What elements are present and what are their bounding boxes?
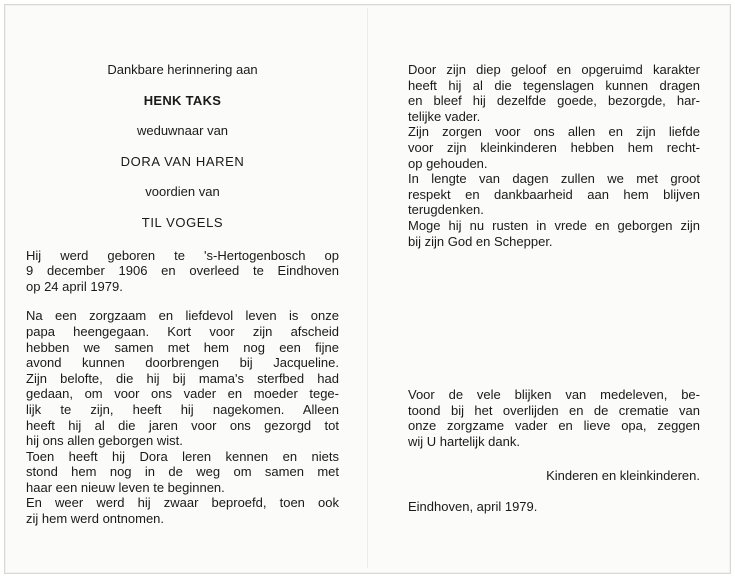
faith-line: Moge hij nu rusten in vrede en geborgen zijn: [408, 217, 700, 233]
card-fold: [367, 8, 368, 568]
life-paragraph: [26, 308, 339, 526]
signature: Kinderen en kleinkinderen.: [546, 467, 700, 483]
life-line: heeft hij al die jaren voor ons gezorgd tot: [26, 417, 339, 433]
thanks-line: onze zorgzame vader en lieve opa, zeggen: [408, 418, 700, 434]
faith-line: heeft hij al die tegenslagen kunnen dragen: [408, 77, 700, 93]
thanks-line: Voor de vele blijken van medeleven, be-: [408, 387, 700, 403]
faith-paragraph: [408, 62, 700, 249]
life-line: papa heengegaan. Kort voor zijn afscheid: [26, 323, 339, 339]
faith-line: Zijn zorgen voor ons allen en zijn liefde: [408, 124, 700, 140]
life-line: stond hem nog in de weg om samen met: [26, 464, 339, 480]
life-line: En weer werd hij zwaar beproefd, toen ook: [26, 495, 339, 511]
right-panel: [408, 62, 700, 515]
faith-line: terugdenken.: [408, 202, 484, 218]
life-line: haar een nieuw leven te beginnen.: [26, 479, 225, 495]
left-panel: [26, 62, 339, 527]
birth-line: Hij werd geboren te 's-Hertogenbosch op: [26, 247, 339, 263]
thanks-line: wij U hartelijk dank.: [408, 433, 520, 449]
spouse-name-2: TIL VOGELS: [141, 214, 224, 230]
faith-line: telijke vader.: [408, 108, 481, 124]
birth-paragraph: [26, 248, 339, 295]
life-line: hebben we samen met hem nog een fijne: [26, 339, 339, 355]
faith-line: voor zijn kleinkinderen hebben hem recht-: [408, 139, 700, 155]
life-line: Toen heeft hij Dora leren kennen en niets: [26, 448, 339, 464]
deceased-name: HENK TAKS: [143, 92, 222, 108]
life-line: zij hem werd ontnomen.: [26, 511, 165, 527]
life-line: avond kunnen doorbrengen bij Jacqueline.: [26, 355, 339, 371]
relation-widower: weduwnaar van: [136, 123, 229, 139]
faith-line: op gehouden.: [408, 155, 488, 171]
life-line: Na een zorgzaam en liefdevol leven is onze: [26, 308, 339, 324]
thanks-line: toond bij het overlijden en de crematie van: [408, 402, 700, 418]
life-line: hij ons allen geborgen wist.: [26, 433, 183, 449]
birth-line: 9 december 1906 en overleed te Eindhoven: [26, 263, 339, 279]
life-line: lijk te zijn, heeft hij nagekomen. Alleen: [26, 401, 339, 417]
faith-line: en bleef hij dezelfde goede, bezorgde, har-: [408, 93, 700, 109]
thanks-paragraph: [408, 387, 700, 449]
life-line: Zijn belofte, die hij bij mama's sterfbed had: [26, 370, 339, 386]
birth-line: op 24 april 1979.: [26, 278, 123, 294]
faith-line: Door zijn diep geloof en opgeruimd karakter: [408, 62, 700, 77]
intro-text: Dankbare herinnering aan: [107, 62, 258, 77]
place-date: Eindhoven, april 1979.: [408, 499, 538, 515]
life-line: gedaan, om voor ons vader en moeder tege-: [26, 386, 339, 402]
faith-line: respekt en dankbaarheid aan hem blijven: [408, 186, 700, 202]
spouse-name-1: DORA VAN HAREN: [120, 153, 245, 169]
relation-previously: voordien van: [145, 184, 220, 200]
faith-line: In lengte van dagen zullen we met groot: [408, 171, 700, 187]
faith-line: bij zijn God en Schepper.: [408, 233, 553, 249]
